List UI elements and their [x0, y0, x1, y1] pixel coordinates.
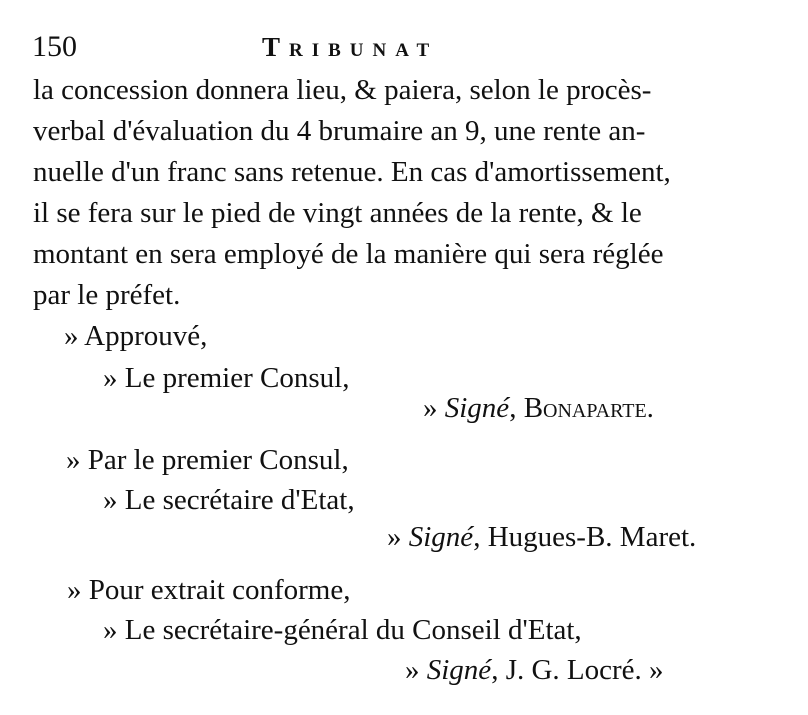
separator: ,: [491, 654, 506, 686]
page-number: 150: [32, 30, 77, 63]
secretary-general-title: » Le secrétaire-général du Conseil d'Etat,: [103, 614, 582, 646]
guillemet: »: [405, 654, 427, 686]
guillemet: »: [387, 521, 409, 553]
body-line: il se fera sur le pied de vingt années de la rente, & le: [33, 197, 642, 229]
signatory-name: Hugues-B. Maret.: [487, 521, 697, 553]
body-line: montant en sera employé de la manière qui sera réglée: [33, 238, 664, 270]
signe-label: Signé: [408, 521, 474, 553]
separator: ,: [509, 392, 524, 424]
guillemet: »: [423, 392, 445, 424]
signature-maret: [387, 521, 696, 554]
body-line: par le préfet.: [33, 279, 181, 311]
signatory-name: J. G. Locré. »: [505, 654, 664, 686]
separator: ,: [473, 521, 488, 553]
signature-bonaparte: [423, 392, 654, 425]
by-first-consul-line: » Par le premier Consul,: [66, 444, 349, 476]
signe-label: Signé: [444, 392, 510, 424]
extract-line: » Pour extrait conforme,: [67, 574, 351, 606]
signatory-name: Bonaparte.: [523, 392, 654, 424]
signature-locre: [405, 654, 664, 687]
body-line: la concession donnera lieu, & paiera, selon le procès-: [33, 74, 652, 106]
body-paragraph: [33, 70, 778, 316]
approval-line: » Approuvé,: [64, 320, 208, 352]
body-line: nuelle d'un franc sans retenue. En cas d'amortissement,: [33, 156, 671, 188]
body-line: verbal d'évaluation du 4 brumaire an 9, une rente an-: [33, 115, 646, 147]
secretary-of-state-title: » Le secrétaire d'Etat,: [103, 484, 355, 516]
signe-label: Signé: [426, 654, 492, 686]
first-consul-title: » Le premier Consul,: [103, 362, 350, 394]
running-head: Tribunat: [262, 32, 439, 62]
page-header: [0, 28, 808, 68]
